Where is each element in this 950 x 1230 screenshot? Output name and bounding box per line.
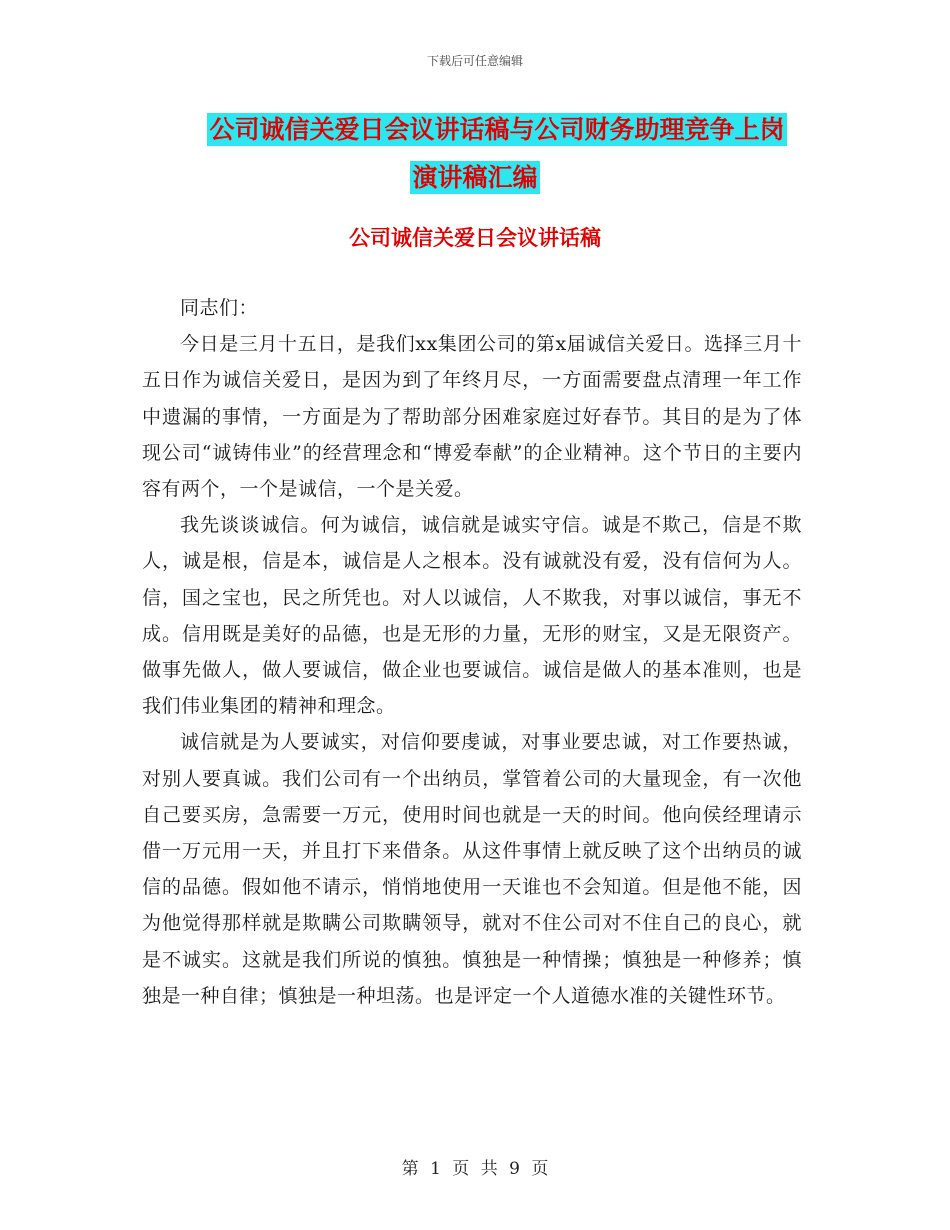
section-title: 公司诚信关爱日会议讲话稿: [349, 226, 601, 250]
body-text: [142, 290, 802, 1014]
paragraph: 今日是三月十五日，是我们xx集团公司的第x届诚信关爱日。选择三月十五日作为诚信关爱日，是因为到了年终月尽，一方面需要盘点清理一年工作中遗漏的事情，一方面是为了帮助部分困难家庭过好春节。其目的是为了体现公司“诚铸伟业”的经营理念和“博爱奉献”的企业精神。这个节日的主要内容有两个，一个是诚信，一个是关爱。: [142, 333, 802, 501]
paragraph: 我先谈谈诚信。何为诚信，诚信就是诚实守信。诚是不欺己，信是不欺人，诚是根，信是本，诚信是人之根本。没有诚就没有爱，没有信何为人。信，国之宝也，民之所凭也。对人以诚信，人不欺我，对事以诚信，事无不成。信用既是美好的品德，也是无形的力量，无形的财宝，又是无限资产。做事先做人，做人要诚信，做企业也要诚信。诚信是做人的基本准则，也是我们伟业集团的精神和理念。: [142, 514, 802, 718]
paragraph: 诚信就是为人要诚实，对信仰要虔诚，对事业要忠诚，对工作要热诚，对别人要真诚。我们公司有一个出纳员，掌管着公司的大量现金，有一次他自己要买房，急需要一万元，使用时间也就是一天的时间。他向侯经理请示借一万元用一天，并且打下来借条。从这件事情上就反映了这个出纳员的诚信的品德。假如他不请示，悄悄地使用一天谁也不会知道。但是他不能，因为他觉得那样就是欺瞒公司欺瞒领导，就对不住公司对不住自己的良心，就是不诚实。这就是我们所说的慎独。慎独是一种情操；慎独是一种修养；慎独是一种自律；慎独是一种坦荡。也是评定一个人道德水准的关键性环节。: [142, 731, 802, 1007]
main-title-line-2: 演讲稿汇编: [412, 163, 538, 192]
salutation: 同志们：: [180, 297, 259, 319]
main-title-line-1: 公司诚信关爱日会议讲话稿与公司财务助理竞争上岗: [209, 115, 785, 144]
page-number-footer: 第 1 页 共 9 页: [401, 1159, 549, 1179]
header-note: 下载后可任意编辑: [426, 54, 523, 68]
main-title: [0, 106, 950, 202]
